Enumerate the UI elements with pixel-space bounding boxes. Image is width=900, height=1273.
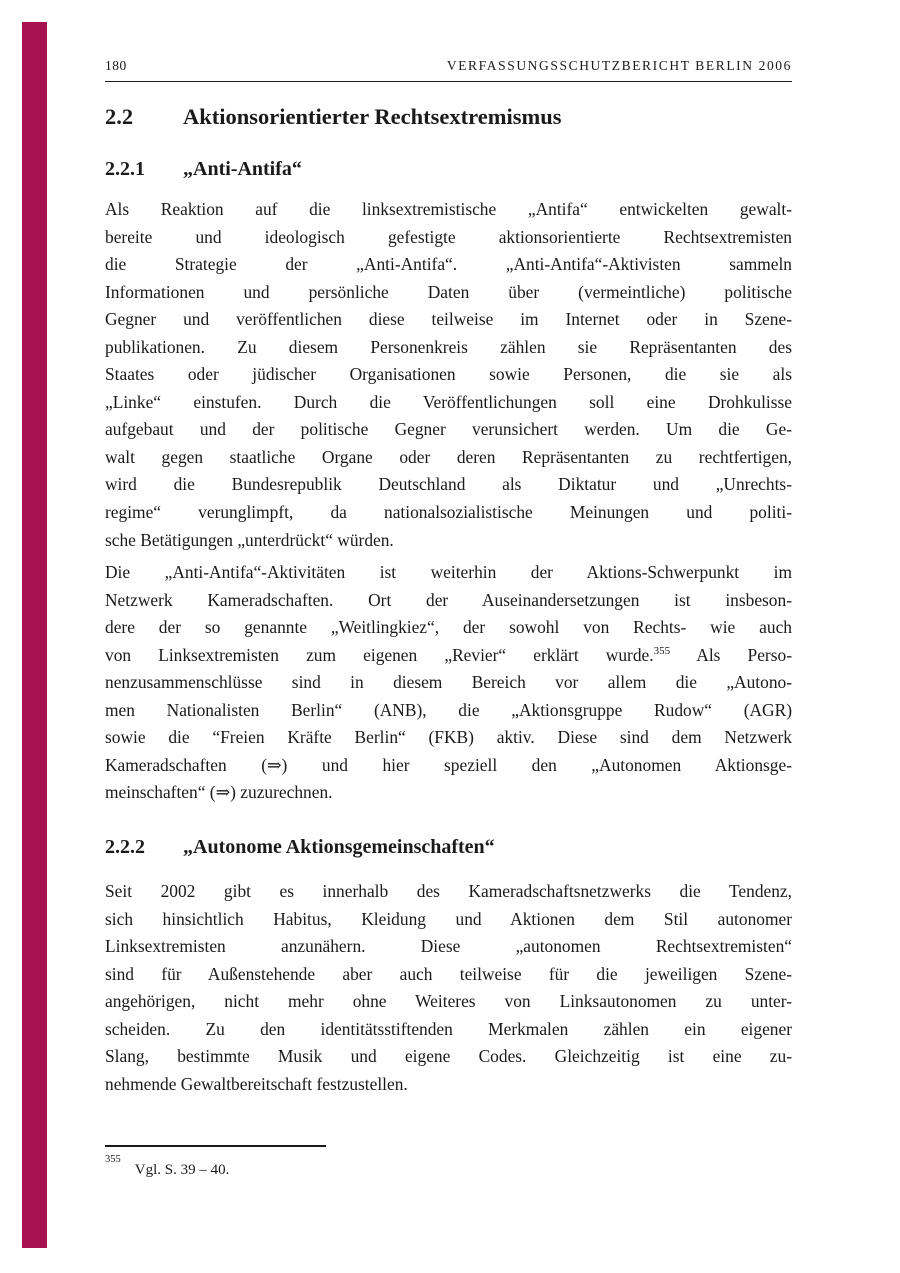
paragraph-autonome-aktionsgemeinschaften (105, 878, 792, 1098)
text-line: von Linksextremisten zum eigenen „Revier“ erklärt wurde.$^{355}$ Als Perso- (105, 644, 792, 665)
text-line: men Nationalisten Berlin“ (ANB), die „Aktionsgruppe Rudow“ (AGR) (105, 699, 792, 720)
text-line: publikationen. Zu diesem Personenkreis zählen sie Repräsentanten des (105, 336, 792, 357)
text-line: angehörigen, nicht mehr ohne Weiteres von Linksautonomen zu unter- (105, 991, 792, 1012)
text-line: Seit 2002 gibt es innerhalb des Kameradschaftsnetzwerks die Tendenz, (105, 881, 792, 901)
footnote-text: Vgl. S. 39 – 40. (134, 1162, 230, 1178)
section-heading-2-2-2 (105, 833, 792, 861)
text-line: bereite und ideologisch gefestigte aktionsorientierte Rechtsextremisten (105, 226, 792, 247)
footnote (105, 1154, 792, 1182)
text-line: Als Reaktion auf die linksextremistische „Antifa“ entwickelten gewalt- (105, 199, 792, 219)
text-line: walt gegen staatliche Organe oder deren Repräsentanten zu rechtfertigen, (105, 446, 792, 467)
text-line: Netzwerk Kameradschaften. Ort der Auseinandersetzungen ist insbeson- (105, 589, 792, 610)
text-line: sche Betätigungen „unterdrückt“ würden. (105, 529, 394, 550)
paragraph-anti-antifa-1 (105, 196, 792, 554)
text-line: dere der so genannte „Weitlingkiez“, der sowohl von Rechts- wie auch (105, 617, 792, 638)
text-line: regime“ verunglimpft, da nationalsozialistische Meinungen und politi- (105, 502, 792, 523)
text-line: sich hinsichtlich Habitus, Kleidung und Aktionen dem Stil autonomer (105, 908, 792, 929)
running-header-title: VERFASSUNGSSCHUTZBERICHT BERLIN 2006 (446, 58, 792, 73)
text-line: Slang, bestimmte Musik und eigene Codes. Gleichzeitig ist eine zu- (105, 1046, 792, 1067)
footnote-divider (105, 1145, 326, 1147)
text-line: sowie die “Freien Kräfte Berlin“ (FKB) aktiv. Diese sind dem Netzwerk (105, 727, 792, 748)
page-header (105, 57, 792, 82)
text-line: Linksextremisten anzunähern. Diese „autonomen Rechtsextremisten“ (105, 936, 792, 957)
text-line: die Strategie der „Anti-Antifa“. „Anti-Antifa“-Aktivisten sammeln (105, 254, 792, 275)
section-heading-2-2 (105, 102, 792, 132)
text-line: Kameradschaften (⇒) und hier speziell den „Autonomen Aktionsge- (105, 754, 792, 775)
section-title: „Anti-Antifa“ (183, 158, 302, 180)
section-title: Aktionsorientierter Rechtsextremismus (183, 104, 562, 129)
text-line: wird die Bundesrepublik Deutschland als Diktatur und „Unrechts- (105, 474, 792, 495)
section-number: 2.2 (105, 104, 134, 129)
section-number: 2.2.1 (105, 158, 145, 180)
text-line: sind für Außenstehende aber auch teilweise für die jeweiligen Szene- (105, 963, 792, 984)
footnote-marker: 355 (105, 1154, 121, 1165)
section-number: 2.2.2 (105, 836, 145, 858)
text-line: nehmende Gewaltbereitschaft festzustellen. (105, 1073, 408, 1094)
accent-bar (22, 22, 47, 1248)
section-heading-2-2-1 (105, 155, 792, 183)
text-line: Informationen und persönliche Daten über (vermeintliche) politische (105, 281, 792, 302)
text-line: „Linke“ einstufen. Durch die Veröffentlichungen soll eine Drohkulisse (105, 391, 792, 412)
text-line: Staates oder jüdischer Organisationen sowie Personen, die sie als (105, 364, 792, 385)
text-line: meinschaften“ (⇒) zuzurechnen. (105, 782, 333, 803)
text-line: Gegner und veröffentlichen diese teilweise im Internet oder in Szene- (105, 309, 792, 330)
paragraph-anti-antifa-2 (105, 559, 792, 807)
text-line: Die „Anti-Antifa“-Aktivitäten ist weiterhin der Aktions-Schwerpunkt im (105, 562, 792, 582)
section-title: „Autonome Aktionsgemeinschaften“ (183, 836, 495, 858)
text-line: scheiden. Zu den identitätsstiftenden Merkmalen zählen ein eigener (105, 1018, 792, 1039)
text-line: aufgebaut und der politische Gegner verunsichert werden. Um die Ge- (105, 419, 792, 440)
page-number: 180 (105, 58, 127, 73)
text-line: nenzusammenschlüsse sind in diesem Bereich vor allem die „Autono- (105, 672, 792, 693)
footnote-reference: 355 (653, 644, 671, 657)
